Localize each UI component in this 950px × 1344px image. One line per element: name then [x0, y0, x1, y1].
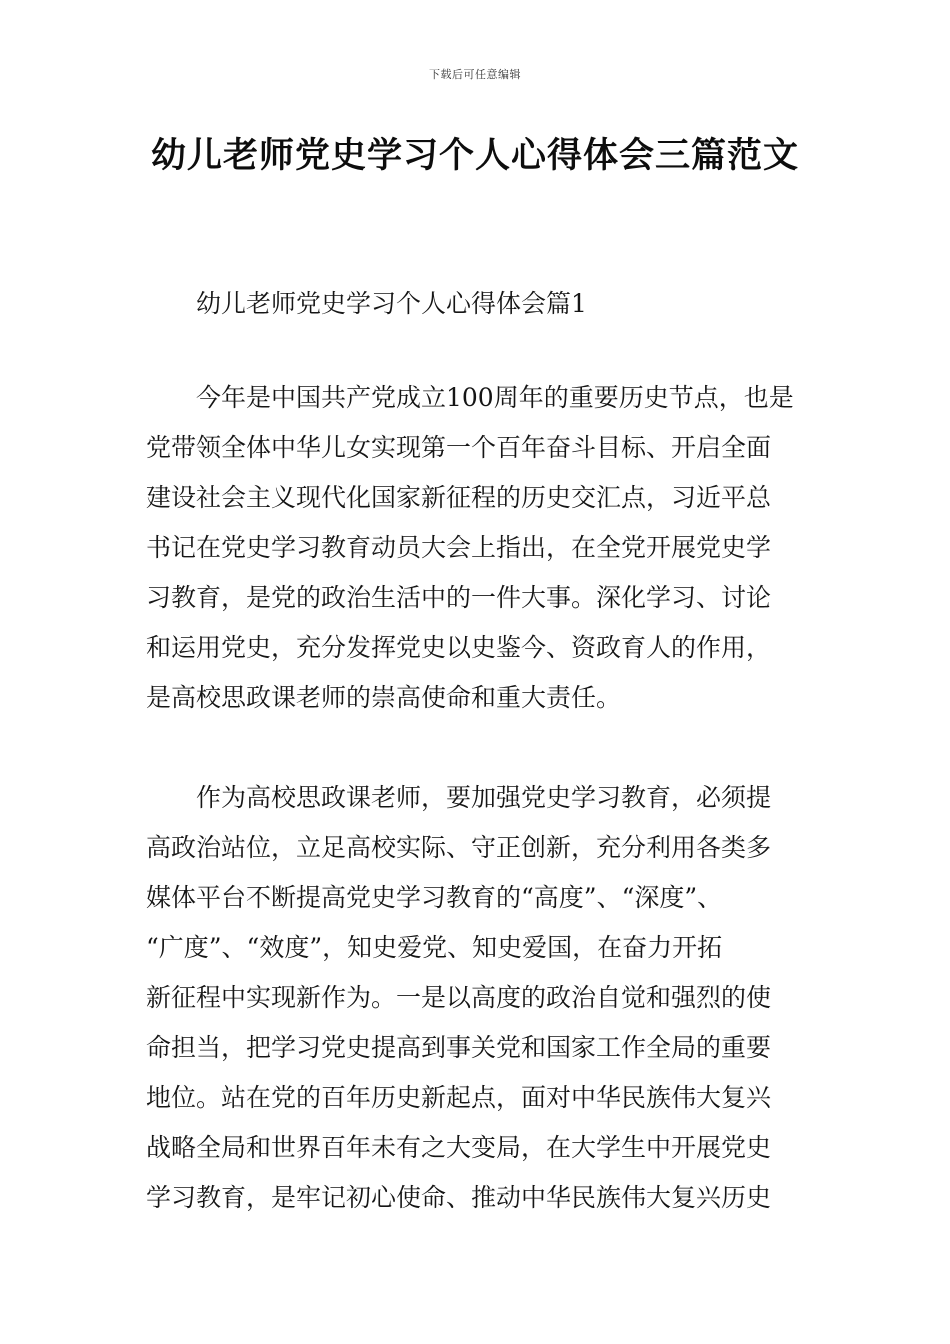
section-heading: 幼儿老师党史学习个人心得体会篇1 [196, 289, 587, 318]
paragraph-line: 和运用党史，充分发挥党史以史鉴今、资政育人的作用， [146, 633, 772, 662]
paragraph-1 [146, 373, 806, 723]
paragraph-line: 党带领全体中华儿女实现第一个百年奋斗目标、开启全面 [146, 433, 772, 462]
paragraph-line: 战略全局和世界百年未有之大变局，在大学生中开展党史 [146, 1133, 772, 1162]
document-title: 幼儿老师党史学习个人心得体会三篇范文 [150, 136, 799, 176]
paragraph-line: 今年是中国共产党成立100周年的重要历史节点，也是 [196, 383, 794, 412]
paragraph-line: 命担当，把学习党史提高到事关党和国家工作全局的重要 [146, 1033, 772, 1062]
paragraph-line: 书记在党史学习教育动员大会上指出，在全党开展党史学 [146, 533, 772, 562]
paragraph-line: 学习教育，是牢记初心使命、推动中华民族伟大复兴历史 [146, 1183, 772, 1212]
paragraph-line: 高政治站位，立足高校实际、守正创新，充分利用各类多 [146, 833, 772, 862]
paragraph-2 [146, 773, 806, 1223]
paragraph-line: 媒体平台不断提高党史学习教育的“高度”、“深度”、 [146, 883, 723, 912]
paragraph-line: 新征程中实现新作为。一是以高度的政治自觉和强烈的使 [146, 983, 772, 1012]
paragraph-line: “广度”、“效度”，知史爱党、知史爱国，在奋力开拓 [146, 933, 723, 962]
paragraph-line: 作为高校思政课老师，要加强党史学习教育，必须提 [196, 783, 772, 812]
paragraph-line: 建设社会主义现代化国家新征程的历史交汇点，习近平总 [146, 483, 772, 512]
header-note: 下载后可任意编辑 [429, 68, 521, 81]
paragraph-line: 地位。站在党的百年历史新起点，面对中华民族伟大复兴 [146, 1083, 772, 1112]
paragraph-line: 是高校思政课老师的崇高使命和重大责任。 [146, 683, 622, 712]
paragraph-line: 习教育，是党的政治生活中的一件大事。深化学习、讨论 [146, 583, 772, 612]
